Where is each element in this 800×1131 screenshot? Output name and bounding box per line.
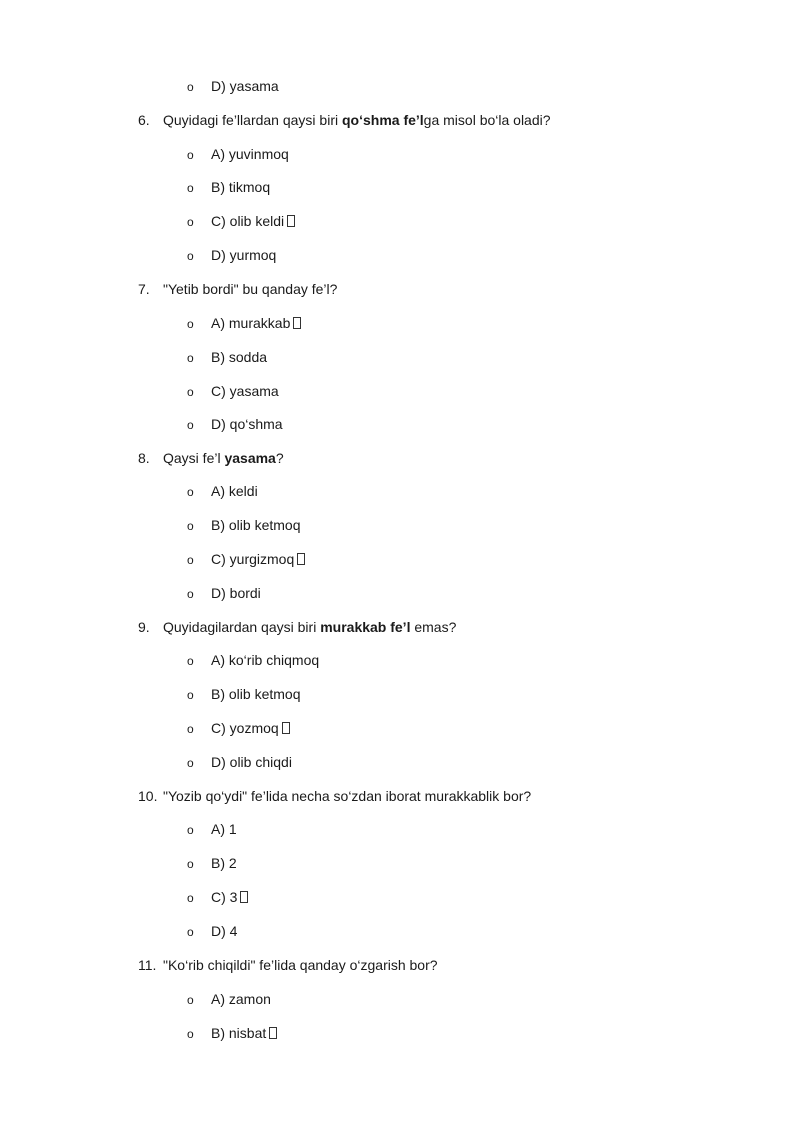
option-bullet: o — [187, 80, 194, 94]
option-text: D) qo‘shma — [211, 416, 283, 432]
missing-glyph-icon — [287, 215, 295, 227]
option-item — [187, 990, 271, 1009]
question-number: 9. — [138, 619, 150, 635]
option-text: D) yasama — [211, 78, 279, 94]
option-item — [187, 348, 267, 367]
option-item — [187, 685, 300, 704]
option-text: A) zamon — [211, 991, 271, 1007]
option-item — [187, 77, 279, 96]
question-6 — [138, 111, 551, 129]
option-bullet: o — [187, 688, 194, 702]
option-item — [187, 482, 258, 501]
question-text: "Ko‘rib chiqildi" fe’lida qanday o‘zgarish bor? — [163, 957, 438, 973]
option-text: A) ko‘rib chiqmoq — [211, 652, 320, 668]
option-text: D) bordi — [211, 585, 261, 601]
option-bullet: o — [187, 317, 194, 331]
question-number: 10. — [138, 788, 158, 804]
option-bullet: o — [187, 148, 194, 162]
question-number: 7. — [138, 281, 150, 297]
option-bullet: o — [187, 215, 194, 229]
option-item — [187, 854, 237, 873]
option-text: C) yurgizmoq — [211, 551, 295, 567]
option-item — [187, 922, 237, 941]
option-bullet: o — [187, 351, 194, 365]
option-bullet: o — [187, 418, 194, 432]
question-number: 11. — [138, 957, 157, 973]
option-item-correct — [187, 719, 290, 738]
question-text: Qaysi fe’l — [163, 450, 225, 466]
option-text: D) 4 — [211, 923, 238, 939]
option-bullet: o — [187, 249, 194, 263]
option-bullet: o — [187, 181, 194, 195]
question-text: Quyidagi fe’llardan qaysi biri — [163, 112, 342, 128]
option-text: C) yozmoq — [211, 720, 279, 736]
question-keyword: qo‘shma fe’l — [341, 112, 424, 128]
missing-glyph-icon — [293, 317, 301, 329]
option-bullet: o — [187, 587, 194, 601]
question-text-suffix: ? — [275, 450, 284, 466]
option-bullet: o — [187, 857, 194, 871]
option-item — [187, 382, 279, 401]
option-text: D) olib chiqdi — [211, 754, 292, 770]
question-9 — [138, 618, 456, 636]
option-item-correct — [187, 212, 295, 231]
option-text: D) yurmoq — [211, 247, 277, 263]
option-item-correct — [187, 314, 301, 333]
question-keyword: yasama — [224, 450, 276, 466]
option-bullet: o — [187, 1027, 194, 1041]
question-number: 8. — [138, 450, 150, 466]
option-bullet: o — [187, 553, 194, 567]
option-text: B) 2 — [211, 855, 237, 871]
question-number: 6. — [138, 112, 150, 128]
missing-glyph-icon — [240, 891, 248, 903]
option-bullet: o — [187, 654, 194, 668]
question-11 — [138, 956, 438, 974]
option-text: C) 3 — [211, 889, 238, 905]
option-item-correct — [187, 888, 248, 907]
option-item — [187, 820, 237, 839]
option-text: C) olib keldi — [211, 213, 285, 229]
question-text-suffix: emas? — [410, 619, 457, 635]
option-text: A) yuvinmoq — [211, 146, 289, 162]
question-text: Quyidagilardan qaysi biri — [163, 619, 321, 635]
option-bullet: o — [187, 519, 194, 533]
option-item — [187, 145, 289, 164]
option-item-correct — [187, 550, 305, 569]
missing-glyph-icon — [269, 1027, 277, 1039]
question-text: "Yetib bordi" bu qanday fe’l? — [163, 281, 338, 297]
option-bullet: o — [187, 823, 194, 837]
option-item — [187, 651, 319, 670]
option-text: B) sodda — [211, 349, 268, 365]
option-text: A) 1 — [211, 821, 237, 837]
question-text: "Yozib qo‘ydi" fe’lida necha so‘zdan iborat murakkablik bor? — [163, 788, 532, 804]
option-item — [187, 516, 300, 535]
option-bullet: o — [187, 925, 194, 939]
option-bullet: o — [187, 722, 194, 736]
option-text: B) nisbat — [211, 1025, 267, 1041]
option-text: B) olib ketmoq — [211, 686, 301, 702]
option-item-correct — [187, 1024, 277, 1043]
missing-glyph-icon — [297, 553, 305, 565]
option-text: B) tikmoq — [211, 179, 271, 195]
option-item — [187, 584, 261, 603]
option-item — [187, 753, 292, 772]
question-keyword: murakkab fe’l — [320, 619, 411, 635]
option-text: B) olib ketmoq — [211, 517, 301, 533]
option-item — [187, 178, 270, 197]
option-bullet: o — [187, 993, 194, 1007]
option-item — [187, 246, 276, 265]
option-text: A) keldi — [211, 483, 258, 499]
question-text-suffix: ga misol bo‘la oladi? — [423, 112, 551, 128]
question-8 — [138, 449, 284, 467]
missing-glyph-icon — [282, 722, 290, 734]
question-7 — [138, 280, 337, 298]
option-bullet: o — [187, 891, 194, 905]
option-bullet: o — [187, 756, 194, 770]
question-10 — [138, 787, 531, 805]
option-bullet: o — [187, 385, 194, 399]
option-text: A) murakkab — [211, 315, 291, 331]
option-item — [187, 415, 283, 434]
option-bullet: o — [187, 485, 194, 499]
option-text: C) yasama — [211, 383, 279, 399]
